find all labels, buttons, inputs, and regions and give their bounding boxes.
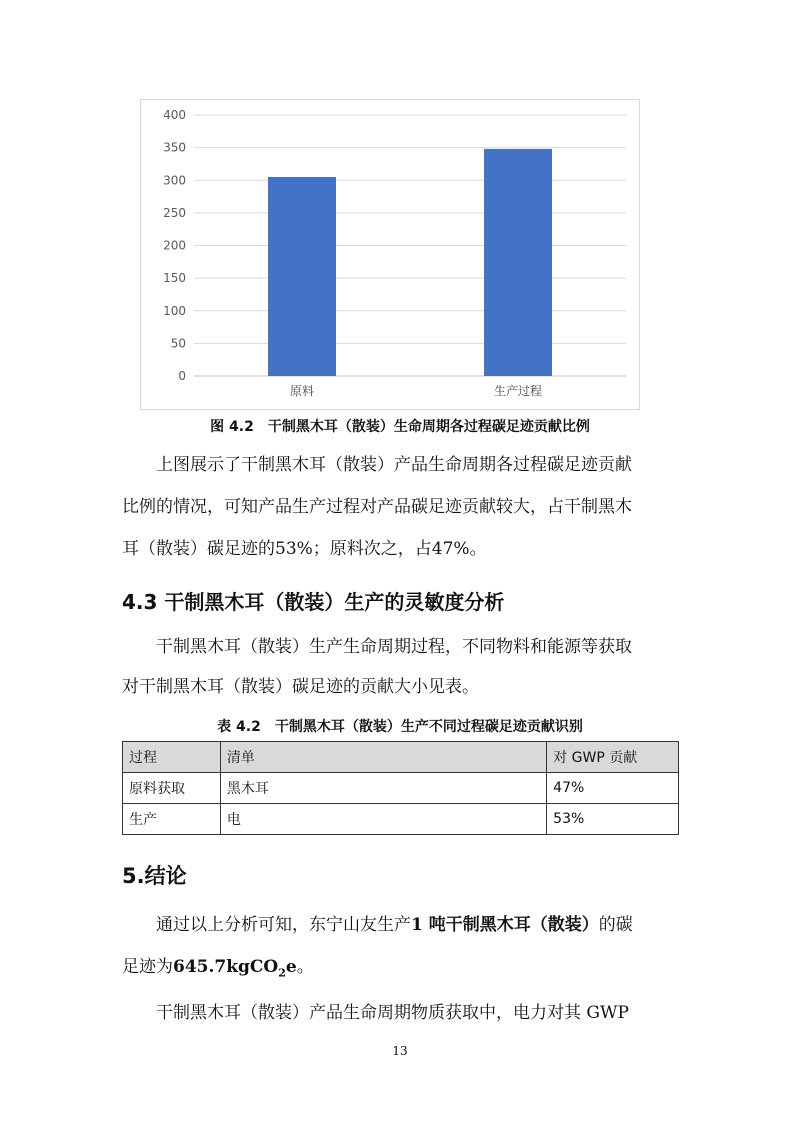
text-line: 比例的情况，可知产品生产过程对产品碳足迹贡献较大，占干制黑木 xyxy=(122,497,632,517)
subscript: 2 xyxy=(278,966,286,980)
bold-text: e xyxy=(285,957,297,977)
paragraph-conclusion xyxy=(122,904,678,946)
section-heading-4-3: 4.3 干制黑木耳（散装）生产的灵敏度分析 xyxy=(122,590,505,614)
y-tick-label: 0 xyxy=(178,369,186,383)
paragraph-chart-description-cont xyxy=(122,486,678,570)
text-line: 干制黑木耳（散装）生产生命周期过程，不同物料和能源等获取 xyxy=(156,637,632,657)
bold-text: 645.7kgCO xyxy=(173,957,279,977)
paragraph-conclusion-cont xyxy=(122,946,678,994)
text-line: 耳（散装）碳足迹的53%；原料次之，占47%。 xyxy=(122,539,487,559)
table-row xyxy=(123,804,679,835)
column-header: 清单 xyxy=(220,742,546,773)
y-tick-label: 100 xyxy=(163,303,186,318)
x-tick-label: 生产过程 xyxy=(493,384,543,398)
text-line: 对干制黑木耳（散装）碳足迹的贡献大小见表。 xyxy=(122,677,479,697)
text-run: 通过以上分析可知，东宁山友生产 xyxy=(156,915,411,935)
paragraph-chart-description xyxy=(122,444,678,486)
text-run: 足迹为 xyxy=(122,957,173,977)
paragraph-electricity xyxy=(122,992,678,1034)
chart-canvas xyxy=(141,100,641,411)
section-heading-5: 5.结论 xyxy=(122,864,187,888)
table-cell: 生产 xyxy=(123,804,221,835)
paragraph-sensitivity-cont xyxy=(122,666,678,708)
text-line: 上图展示了干制黑木耳（散装）产品生命周期各过程碳足迹贡献 xyxy=(156,455,632,475)
bar-chart xyxy=(140,99,640,410)
column-header: 过程 xyxy=(123,742,221,773)
bold-text: 1 吨干制黑木耳（散装） xyxy=(411,915,599,935)
table-cell: 电 xyxy=(220,804,546,835)
bar xyxy=(484,149,552,376)
table-cell: 47% xyxy=(547,773,679,804)
table-cell: 53% xyxy=(547,804,679,835)
y-tick-label: 350 xyxy=(163,140,186,155)
text-run: 。 xyxy=(296,957,314,977)
text-line xyxy=(122,946,678,994)
table-cell: 原料获取 xyxy=(123,773,221,804)
y-tick-label: 50 xyxy=(170,336,186,351)
text-line: 干制黑木耳（散装）产品生命周期物质获取中，电力对其 GWP xyxy=(156,1003,629,1023)
table-row xyxy=(123,773,679,804)
y-tick-label: 400 xyxy=(163,108,186,122)
table-header-row xyxy=(123,742,679,773)
table-caption: 表 4.2 干制黑木耳（散装）生产不同过程碳足迹贡献识别 xyxy=(217,719,583,735)
page-number: 13 xyxy=(392,1044,408,1058)
y-tick-label: 200 xyxy=(163,238,186,253)
bar xyxy=(268,177,336,376)
gwp-contribution-table xyxy=(122,741,679,835)
figure-caption: 图 4.2 干制黑木耳（散装）生命周期各过程碳足迹贡献比例 xyxy=(210,419,590,435)
y-tick-label: 150 xyxy=(163,271,186,286)
y-tick-label: 250 xyxy=(163,205,186,220)
x-tick-label: 原料 xyxy=(289,384,315,398)
y-tick-label: 300 xyxy=(163,173,186,188)
paragraph-sensitivity xyxy=(122,626,678,668)
text-line xyxy=(122,904,678,946)
table-cell: 黑木耳 xyxy=(220,773,546,804)
text-run: 的碳 xyxy=(598,915,633,935)
column-header: 对 GWP 贡献 xyxy=(547,742,679,773)
